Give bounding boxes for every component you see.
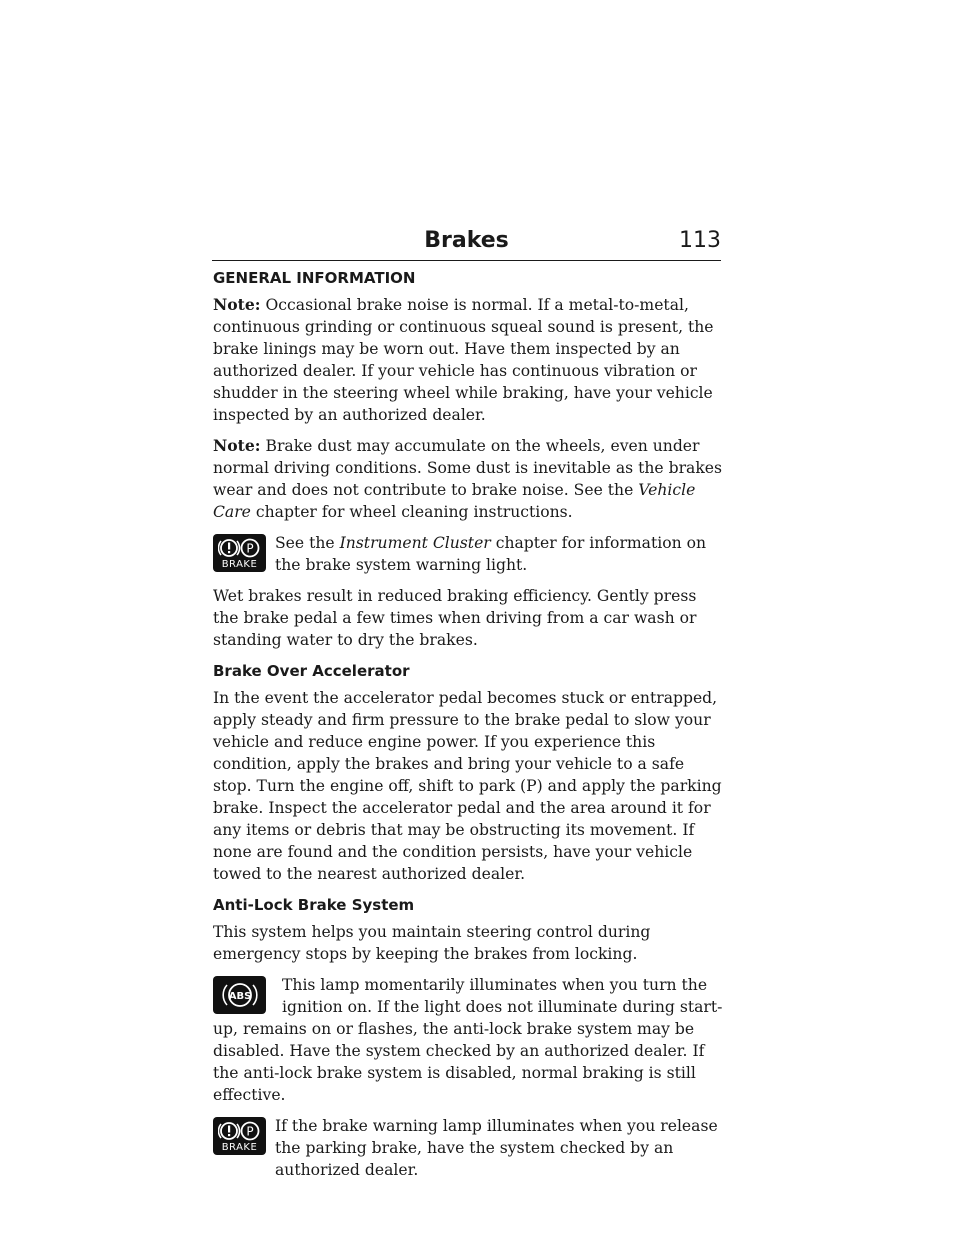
instrument-cluster-reference xyxy=(213,532,723,576)
page-header xyxy=(212,226,721,261)
brake-icon-label: BRAKE xyxy=(221,558,258,570)
brake-symbol-icon xyxy=(218,537,262,559)
svg-text:P: P xyxy=(245,1124,254,1138)
section-heading-abs: Anti-Lock Brake System xyxy=(213,896,415,914)
abs-lamp-paragraph xyxy=(213,974,723,1106)
brake-warning-icon xyxy=(213,534,266,572)
reference-text: chapter for information on the brake system warning light. xyxy=(275,534,707,574)
note-brake-dust xyxy=(213,435,723,523)
section-heading-general: GENERAL INFORMATION xyxy=(213,269,416,287)
chapter-reference: Instrument Cluster xyxy=(339,534,491,552)
abs-warning-icon xyxy=(213,976,266,1014)
note-label: Note: xyxy=(213,436,261,455)
brake-warning-icon xyxy=(213,1117,266,1155)
note-label: Note: xyxy=(213,295,261,314)
reference-text: See the xyxy=(275,534,340,552)
abs-lamp-text: This lamp momentarily illuminates when you turn the ignition on. If the light does not illuminate during start-up, remains on or flashes, the anti-lock brake system may be disabled. Have the system checked by an authorized dealer. If the anti-lock brake system is disabled, normal braking is still effective. xyxy=(213,976,723,1104)
wet-brakes-paragraph: Wet brakes result in reduced braking efficiency. Gently press the brake pedal a few times when driving from a car wash or standing water to dry the brakes. xyxy=(213,587,697,649)
section-heading-brake-over-accelerator: Brake Over Accelerator xyxy=(213,662,410,680)
brake-over-accelerator-paragraph: In the event the accelerator pedal becomes stuck or entrapped, apply steady and firm pressure to the brake pedal to slow your vehicle and reduce engine power. If you experience this condition, apply the brakes and bring your vehicle to a safe stop. Turn the engine off, shift to park (P) and apply the parking brake. Inspect the accelerator pedal and the area around it for any items or debris that may be obstructing its movement. If none are found and the condition persists, have your vehicle towed to the nearest authorized dealer. xyxy=(213,689,722,883)
brake-warning-text: If the brake warning lamp illuminates when you release the parking brake, have the system checked by an authorized dealer. xyxy=(275,1117,718,1179)
note-text: Brake dust may accumulate on the wheels, even under normal driving conditions. Some dust is inevitable as the brakes wear and does not contribute to brake noise. See the xyxy=(213,437,723,499)
chapter-title: Brakes xyxy=(424,228,509,253)
page-content xyxy=(213,267,723,1190)
page-number: 113 xyxy=(679,228,721,253)
brake-warning-paragraph xyxy=(213,1115,723,1181)
note-text: Occasional brake noise is normal. If a metal-to-metal, continuous grinding or continuous squeal sound is present, the brake linings may be worn out. Have them inspected by an authorized dealer. If your vehicle has continuous vibration or shudder in the steering wheel while braking, have your vehicle inspected by an authorized dealer. xyxy=(213,296,714,424)
brake-symbol-icon xyxy=(218,1120,262,1142)
abs-symbol-icon xyxy=(218,980,262,1010)
note-text: chapter for wheel cleaning instructions. xyxy=(250,503,573,521)
brake-icon-label: BRAKE xyxy=(221,1141,258,1153)
svg-text:ABS: ABS xyxy=(228,991,251,1002)
svg-text:P: P xyxy=(245,541,254,555)
abs-intro-paragraph: This system helps you maintain steering control during emergency stops by keeping the brakes from locking. xyxy=(213,923,651,963)
note-brake-noise xyxy=(213,294,723,426)
chapter-reference: Vehicle Care xyxy=(213,481,696,521)
